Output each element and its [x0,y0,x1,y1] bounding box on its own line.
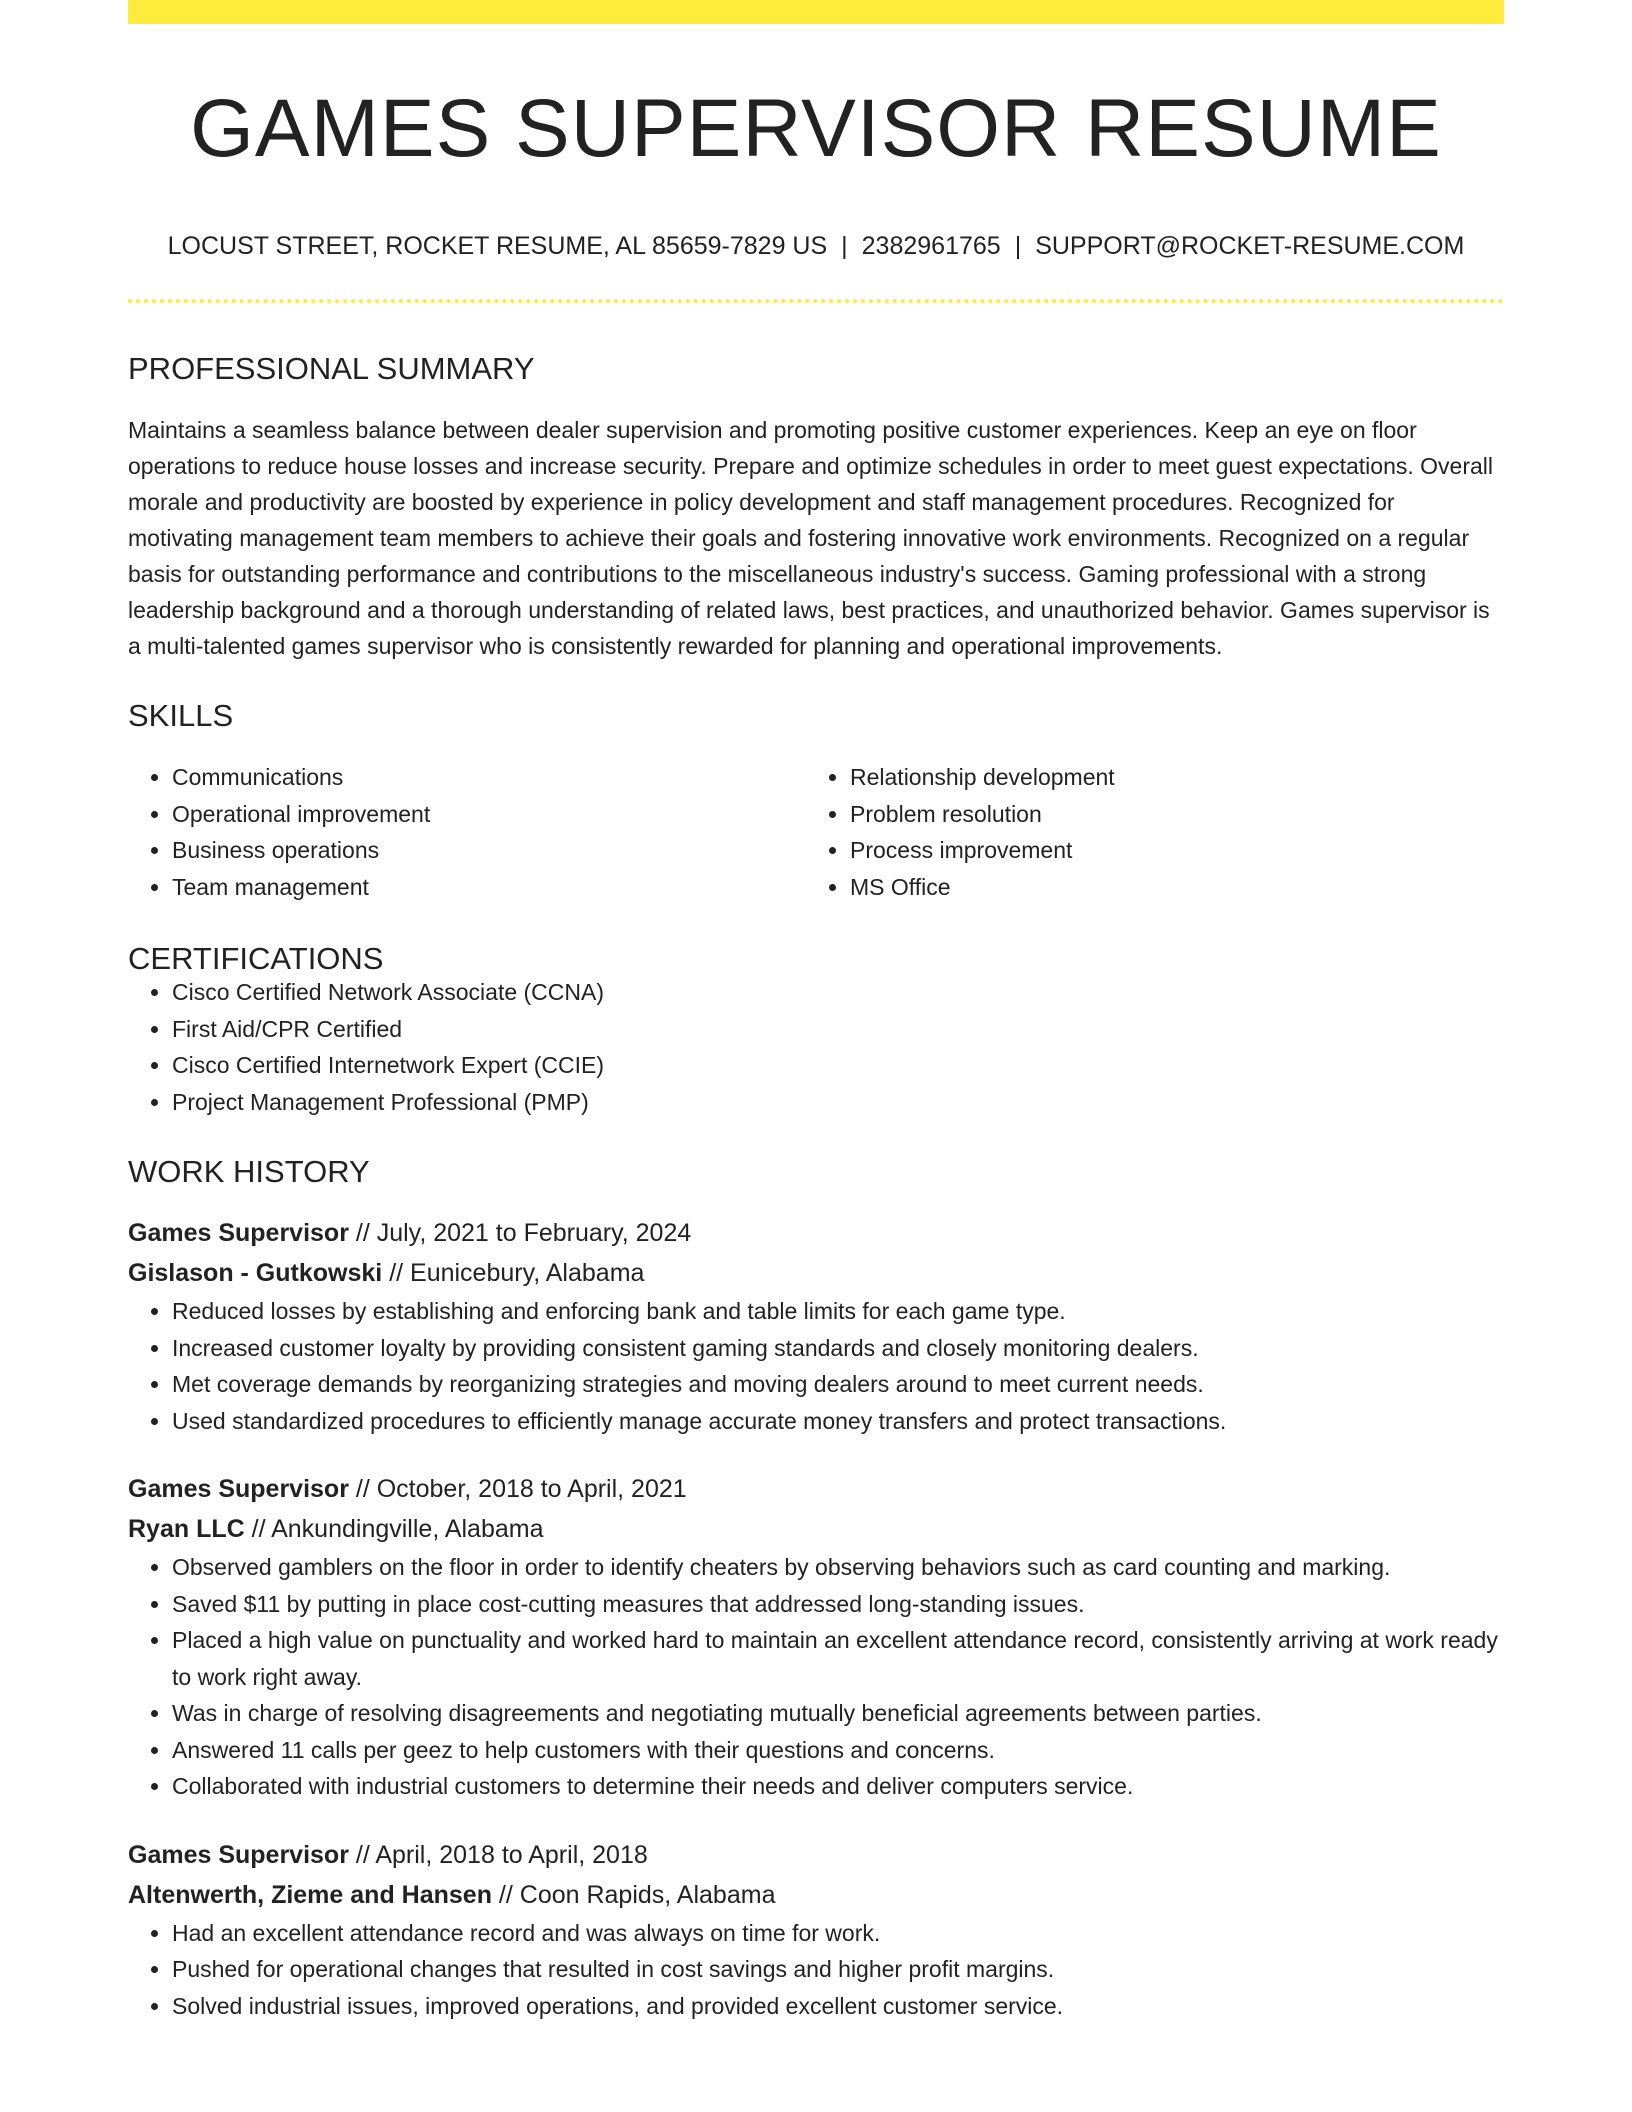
contact-separator: | [841,232,848,260]
contact-line [128,234,1504,259]
skill-item: • Relationship development [850,759,1484,796]
job-title: Games Supervisor [128,1475,349,1503]
certification-item: • Cisco Certified Internetwork Expert (CCIE) [172,1047,1504,1084]
skill-item: • MS Office [850,869,1484,906]
job-entry [128,1469,1504,1805]
job-location: // Coon Rapids, Alabama [498,1880,776,1909]
skill-item: • Problem resolution [850,796,1484,833]
job-dates: // July, 2021 to February, 2024 [355,1219,692,1247]
job-title-line [128,1213,1504,1253]
summary-text: Maintains a seamless balance between dealer supervision and promoting positive customer experiences. Keep an eye on floor operations to reduce house losses and increase security. Prepare and optimize schedules in order to meet guest expectations. Overall morale and productivity are boosted by experience in policy development and staff management procedures. Recognized for motivating management team members to achieve their goals and fostering innovative work environments. Recognized on a regular basis for outstanding performance and contributions to the miscellaneous industry's success. Gaming professional with a strong leadership background and a thorough understanding of related laws, best practices, and unauthorized behavior. Games supervisor is a multi-talented games supervisor who is consistently rewarded for planning and operational improvements. [128,417,1493,659]
skills-list-right [806,759,1484,905]
resume-page [128,0,1504,2024]
contact-address: LOCUST STREET, ROCKET RESUME, AL 85659-7829 US [167,232,828,260]
job-dates: // April, 2018 to April, 2018 [355,1840,648,1869]
job-bullet: • Answered 11 calls per geez to help customers with their questions and concerns. [172,1732,1504,1769]
skill-item: • Operational improvement [172,796,806,833]
job-company-line [128,1875,1504,1915]
job-bullet: • Had an excellent attendance record and was always on time for work. [172,1915,1504,1952]
skill-item: • Process improvement [850,832,1484,869]
job-bullet: • Was in charge of resolving disagreements and negotiating mutually beneficial agreements between parties. [172,1695,1504,1732]
certifications-list [128,974,1504,1120]
certification-item: • Cisco Certified Network Associate (CCNA) [172,974,1504,1011]
skills-list-left [128,759,806,905]
skill-item: • Team management [172,869,806,906]
job-bullet: • Reduced losses by establishing and enforcing bank and table limits for each game type. [172,1293,1504,1330]
job-bullet: • Saved $11 by putting in place cost-cutting measures that addressed long-standing issues. [172,1586,1504,1623]
job-bullet: • Increased customer loyalty by providing consistent gaming standards and closely monitoring dealers. [172,1330,1504,1367]
skills-grid [128,759,1504,905]
certification-item: • Project Management Professional (PMP) [172,1084,1504,1121]
summary-heading: PROFESSIONAL SUMMARY [128,351,535,386]
job-bullets [128,1915,1504,2025]
job-bullet: • Used standardized procedures to efficiently manage accurate money transfers and protect transactions. [172,1403,1504,1440]
job-entry [128,1835,1504,2025]
job-title: Games Supervisor [128,1840,349,1869]
job-location: // Ankundingville, Alabama [251,1515,544,1543]
dotted-divider [128,299,1504,303]
skill-item: • Business operations [172,832,806,869]
certification-item: • First Aid/CPR Certified [172,1011,1504,1048]
job-dates: // October, 2018 to April, 2021 [355,1475,687,1503]
job-bullets [128,1293,1504,1439]
job-title-line [128,1469,1504,1509]
job-bullet: • Observed gamblers on the floor in order to identify cheaters by observing behaviors such as card counting and marking. [172,1549,1504,1586]
job-bullet: • Placed a high value on punctuality and worked hard to maintain an excellent attendance record, consistently arriving at work ready to work right away. [172,1622,1504,1695]
work-history-heading: WORK HISTORY [128,1154,370,1189]
job-entry [128,1213,1504,1439]
job-bullet: • Collaborated with industrial customers to determine their needs and deliver computers service. [172,1768,1504,1805]
skills-heading: SKILLS [128,698,234,733]
job-company: Ryan LLC [128,1515,245,1543]
job-bullet: • Pushed for operational changes that resulted in cost savings and higher profit margins. [172,1951,1504,1988]
skill-item: • Communications [172,759,806,796]
job-company: Altenwerth, Zieme and Hansen [128,1880,492,1909]
contact-separator: | [1014,232,1022,260]
contact-phone: 2382961765 [861,232,1001,260]
job-title-line [128,1835,1504,1875]
job-location: // Eunicebury, Alabama [389,1259,645,1287]
resume-title: GAMES SUPERVISOR RESUME [190,83,1442,174]
job-bullets [128,1549,1504,1805]
job-company-line [128,1509,1504,1549]
job-company-line [128,1253,1504,1293]
accent-top-bar [128,0,1504,24]
job-bullet: • Solved industrial issues, improved operations, and provided excellent customer service. [172,1988,1504,2025]
job-company: Gislason - Gutkowski [128,1259,383,1287]
job-title: Games Supervisor [128,1219,349,1247]
job-bullet: • Met coverage demands by reorganizing strategies and moving dealers around to meet current needs. [172,1366,1504,1403]
certifications-heading: CERTIFICATIONS [128,941,384,976]
contact-email: SUPPORT@ROCKET-RESUME.COM [1035,232,1465,260]
